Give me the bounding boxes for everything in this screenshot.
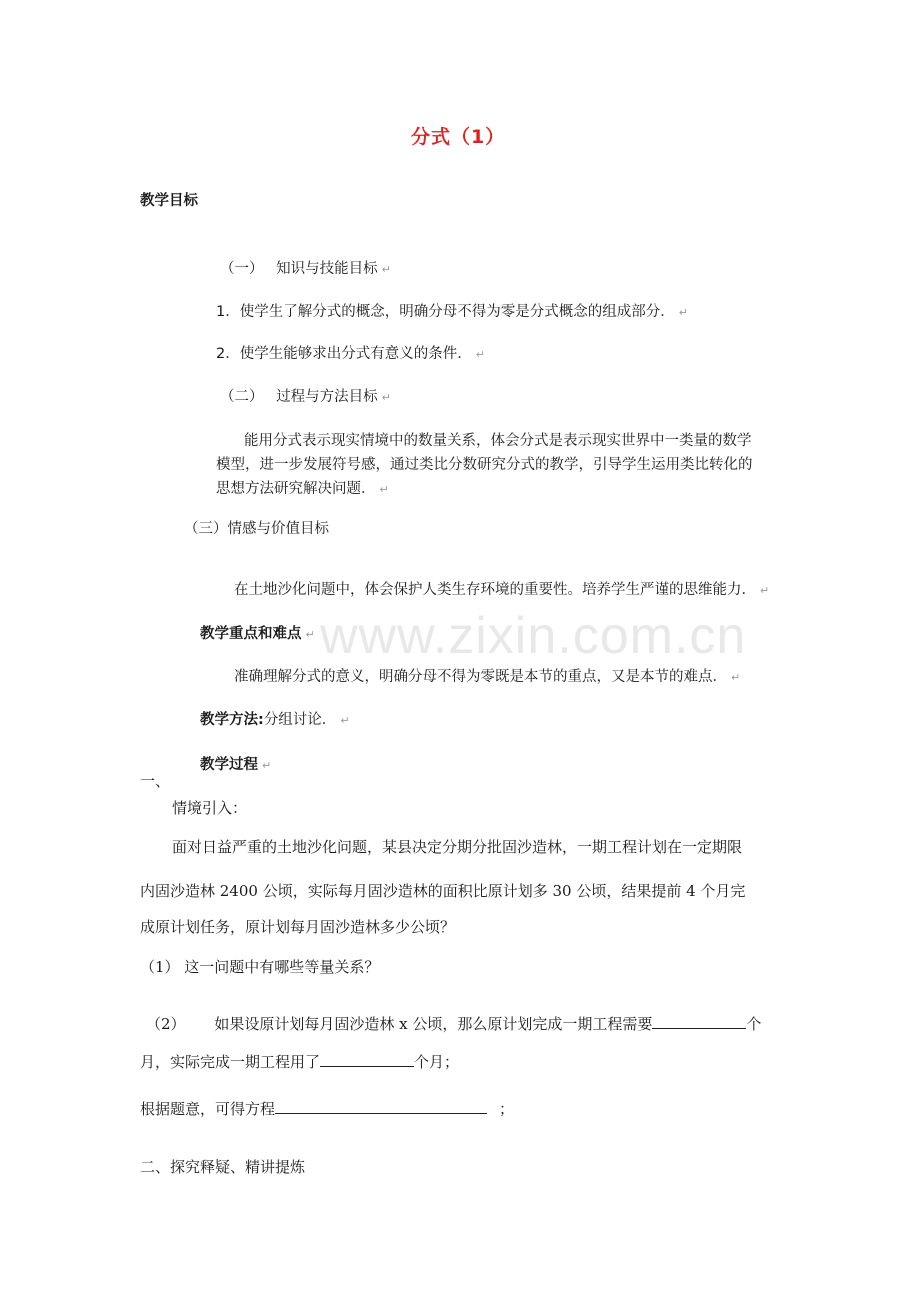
answer-blank-actual-months[interactable] — [320, 1052, 414, 1067]
key-points-heading — [200, 627, 315, 642]
paragraph-mark-icon: ↵ — [381, 263, 391, 276]
question-2-text-b: 月，实际完成一期工程用了 — [140, 1053, 321, 1071]
method-text: 分组讨论． — [263, 712, 337, 728]
question-2-number: （2） — [146, 1015, 186, 1033]
question-2-line-1 — [146, 1014, 761, 1032]
goal-item-text: 2．使学生能够求出分式有意义的条件． — [216, 346, 472, 362]
question-2-text: 如果设原计划每月固沙造林 x 公顷，那么原计划完成一期工程需要 — [214, 1015, 653, 1033]
subheading-label: （一） — [220, 261, 264, 277]
emotion-paragraph — [234, 583, 769, 598]
goal-item-2 — [216, 347, 485, 362]
paragraph-mark-icon: ↵ — [262, 759, 272, 772]
page-title: 分式（1） — [411, 126, 506, 148]
equation-line — [140, 1099, 514, 1117]
process-line-3 — [216, 482, 389, 497]
process-line-2: 模型，进一步发展符号感，通过类比分数研究分式的教学，引导学生运用类比转化的 — [216, 457, 753, 473]
key-points-label: 教学重点和难点 — [200, 626, 302, 642]
answer-blank-planned-months[interactable] — [652, 1014, 746, 1029]
paragraph-mark-icon: ↵ — [731, 671, 741, 684]
process-heading — [200, 758, 271, 773]
section-two-heading: 二、探究释疑、精讲提炼 — [140, 1158, 306, 1176]
paragraph-mark-icon: ↵ — [381, 391, 391, 404]
intro-label: 情境引入： — [172, 799, 248, 817]
subheading-process — [220, 390, 391, 405]
subheading-label: （二） — [220, 389, 264, 405]
subheading-emotion: （三）情感与价值目标 — [184, 521, 329, 537]
question-2-unit-b: 个月； — [414, 1053, 460, 1071]
subheading-text: 过程与方法目标 — [276, 389, 378, 405]
problem-line-3: 成原计划任务，原计划每月固沙造林多少公顷？ — [140, 918, 456, 936]
process-label: 教学过程 — [200, 757, 258, 773]
question-2-line-2 — [140, 1052, 459, 1070]
key-points-body: 准确理解分式的意义，明确分母不得为零既是本节的重点，又是本节的难点． — [234, 669, 727, 685]
subheading-text: 知识与技能目标 — [276, 261, 378, 277]
emotion-text: 在土地沙化问题中，体会保护人类生存环境的重要性。培养学生严谨的思维能力． — [234, 582, 756, 598]
question-2-unit: 个 — [746, 1015, 762, 1033]
process-line-text: 思想方法研究解决问题． — [216, 481, 376, 497]
equation-end: ； — [499, 1100, 515, 1118]
paragraph-mark-icon: ↵ — [379, 483, 389, 496]
watermark: www.zixin.com.cn — [320, 607, 747, 665]
paragraph-mark-icon: ↵ — [305, 628, 315, 641]
problem-line-2: 内固沙造林 2400 公顷，实际每月固沙造林的面积比原计划多 30 公顷，结果提前 4 个月完 — [140, 882, 746, 900]
process-line-1: 能用分式表示现实情境中的数量关系，体会分式是表示现实世界中一类量的数学 — [244, 433, 752, 449]
paragraph-mark-icon: ↵ — [475, 348, 485, 361]
paragraph-mark-icon: ↵ — [340, 714, 350, 727]
problem-line-1: 面对日益严重的土地沙化问题，某县决定分期分批固沙造林，一期工程计划在一定期限 — [172, 838, 743, 856]
method-line — [200, 713, 350, 728]
answer-blank-equation[interactable] — [275, 1099, 487, 1114]
section-heading-goals: 教学目标 — [140, 193, 198, 209]
goal-item-text: 1．使学生了解分式的概念，明确分母不得为零是分式概念的组成部分． — [216, 304, 675, 320]
goal-item-1 — [216, 305, 688, 320]
subheading-knowledge — [220, 262, 391, 277]
method-label: 教学方法: — [200, 712, 264, 728]
equation-label: 根据题意，可得方程 — [140, 1100, 276, 1118]
key-points-text — [234, 670, 740, 685]
paragraph-mark-icon: ↵ — [760, 584, 770, 597]
section-one-marker: 一、 — [140, 772, 171, 790]
question-1: （1） 这一问题中有哪些等量关系？ — [140, 958, 380, 976]
paragraph-mark-icon: ↵ — [678, 306, 688, 319]
